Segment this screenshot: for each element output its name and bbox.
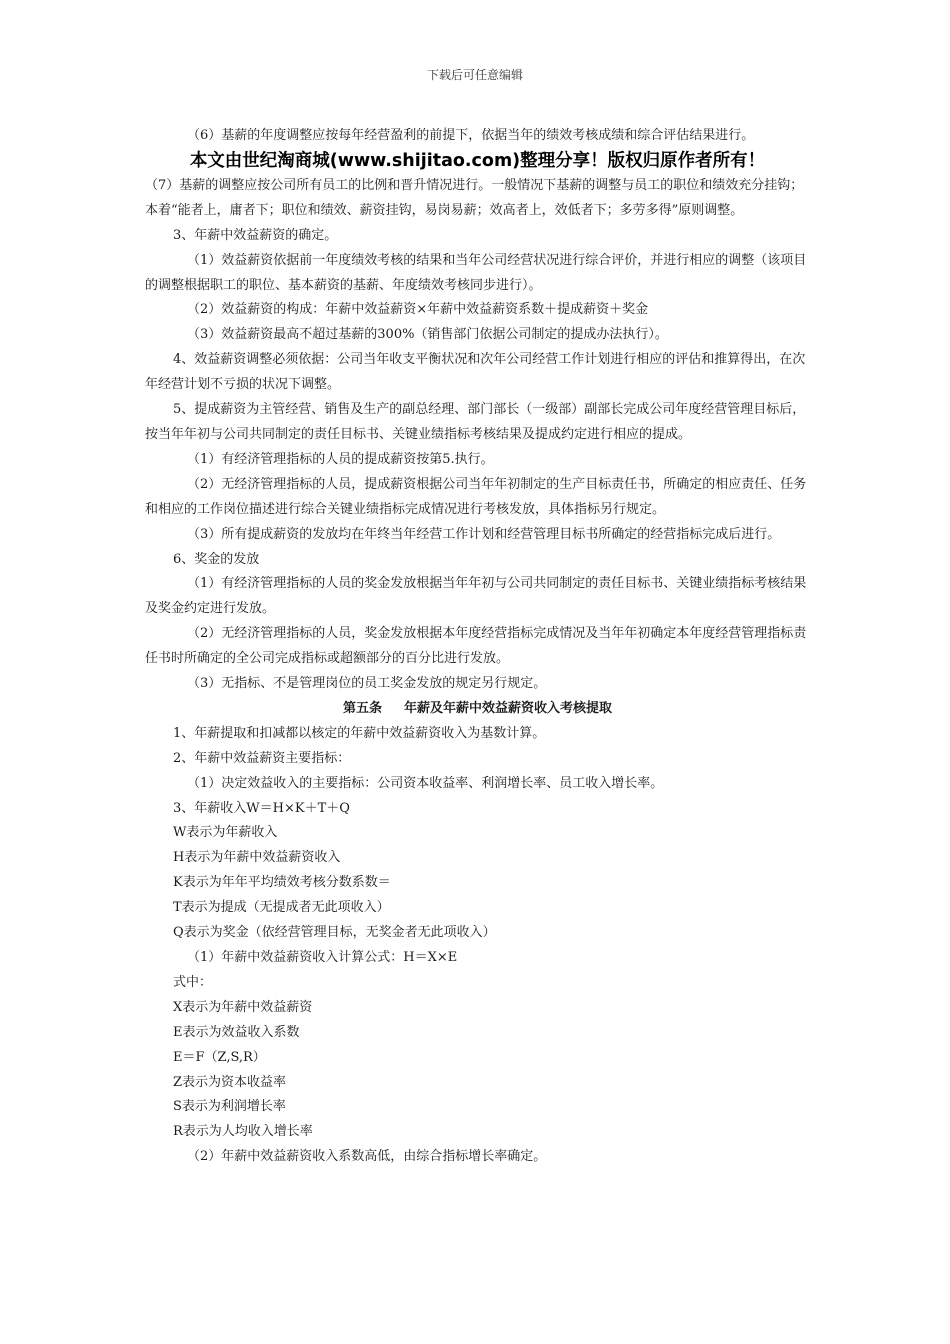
formula-definition: E＝F（Z,S,R） [173,1049,266,1065]
paragraph: （6）基薪的年度调整应按每年经营盈利的前提下，依据当年的绩效考核成绩和综合评估结果进行。 [187,128,755,143]
formula-definition: E表示为效益收入系数 [173,1024,300,1040]
paragraph: （3）效益薪资最高不超过基薪的300%（销售部门依据公司制定的提成办法执行）。 [187,327,668,343]
formula-definition: H表示为年薪中效益薪资收入 [173,850,341,866]
paragraph: （2）效益薪资的构成：年薪中效益薪资×年薪中效益薪资系数＋提成薪资＋奖金 [187,302,649,318]
formula-definition: K表示为年年平均绩效考核分数系数＝ [173,875,391,891]
page-header: 下载后可任意编辑 [426,68,523,82]
formula-line: （1）年薪中效益薪资收入计算公式：H＝X×E [187,950,458,965]
formula-definition: R表示为人均收入增长率 [173,1124,313,1140]
formula-definition: Q表示为奖金（依经营管理目标，无奖金者无此项收入） [173,925,496,941]
section-heading: 6、奖金的发放 [173,551,260,567]
paragraph: （1）有经济管理指标的人员的奖金发放根据当年年初与公司共同制定的责任目标书、关键业绩指标考核结果及奖金约定进行发放。 [145,576,807,617]
formula-definition: X表示为年薪中效益薪资 [173,999,313,1015]
article-number: 第五条 [342,700,382,716]
paragraph: 4、效益薪资调整必须依据：公司当年收支平衡状况和次年公司经营工作计划进行相应的评估和推算得出，在次年经营计划不亏损的状况下调整。 [145,352,806,393]
formula-definition: Z表示为资本收益率 [173,1074,287,1090]
paragraph: （2）无经济管理指标的人员，提成薪资根据公司当年年初制定的生产目标责任书，所确定的相应责任、任务和相应的工作岗位描述进行综合关键业绩指标完成情况进行考核发放，具体指标另行规定。 [145,476,807,517]
paragraph: （1）效益薪资依据前一年度绩效考核的结果和当年公司经营状况进行综合评价，并进行相应的调整（该项目的调整根据职工的职位、基本薪资的基薪、年度绩效考核同步进行）。 [145,252,807,293]
paragraph: （3）所有提成薪资的发放均在年终当年经营工作计划和经营管理目标书所确定的经营指标完成后进行。 [187,526,781,542]
paragraph: （2）无经济管理指标的人员，奖金发放根据本年度经营指标完成情况及当年年初确定本年度经营管理指标责任书时所确定的全公司完成指标或超额部分的百分比进行发放。 [145,626,807,667]
paragraph: （1）决定效益收入的主要指标：公司资本收益率、利润增长率、员工收入增长率。 [187,775,664,791]
paragraph: （2）年薪中效益薪资收入系数高低，由综合指标增长率确定。 [187,1149,547,1165]
paragraph: 2、年薪中效益薪资主要指标： [173,750,351,766]
section-heading: 3、年薪中效益薪资的确定。 [173,227,338,243]
article-title: 年薪及年薪中效益薪资收入考核提取 [404,700,613,716]
paragraph: （1）有经济管理指标的人员的提成薪资按第5.执行。 [187,451,494,467]
formula-definition: S表示为利润增长率 [173,1099,286,1115]
formula-definition: 式中： [173,974,213,990]
source-banner: 本文由世纪淘商城(www.shijitao.com)整理分享！版权归原作者所有！ [189,150,766,171]
article-heading [145,697,810,722]
formula-line: 3、年薪收入W＝H×K＋T＋Q [173,800,350,816]
paragraph: （3）无指标、不是管理岗位的员工奖金发放的规定另行规定。 [187,676,547,692]
paragraph: 5、提成薪资为主管经营、销售及生产的副总经理、部门部长（一级部）副部长完成公司年度经营管理目标后，按当年年初与公司共同制定的责任目标书、关键业绩指标考核结果及提成约定进行相应的提成。 [145,402,806,442]
paragraph: 1、年薪提取和扣减都以核定的年薪中效益薪资收入为基数计算。 [173,725,546,741]
formula-definition: T表示为提成（无提成者无此项收入） [173,900,390,916]
paragraph: （7）基薪的调整应按公司所有员工的比例和晋升情况进行。一般情况下基薪的调整与员工的职位和绩效充分挂钩；本着“能者上，庸者下；职位和绩效、薪资挂钩，易岗易薪；效高者上，效低者下；多劳多得”原则调整。 [145,177,804,218]
document-body [145,124,810,1170]
formula-definition: W表示为年薪收入 [173,825,278,841]
